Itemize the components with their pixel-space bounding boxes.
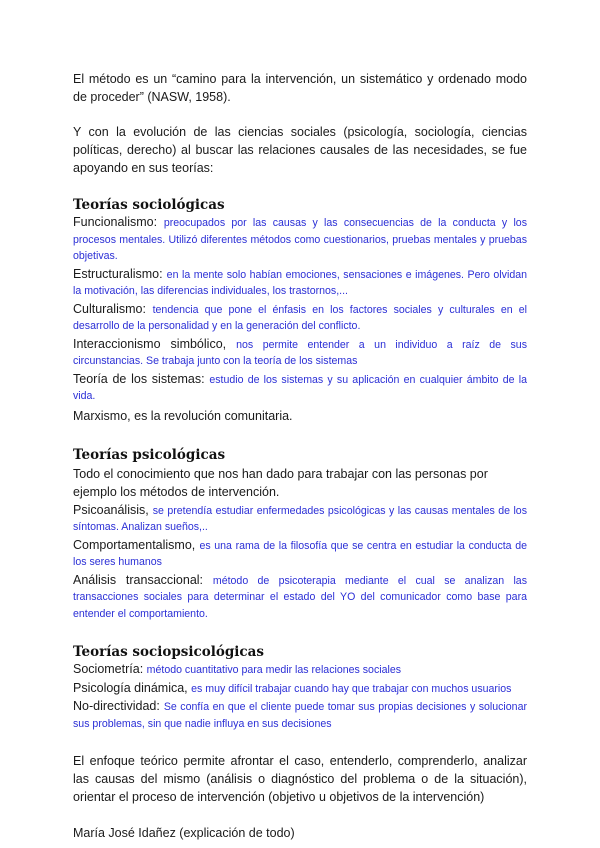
intro-paragraph-2: Y con la evolución de las ciencias sociales (psicología, sociología, ciencias políticas, derecho) al buscar las relaciones causales de las necesidades, se fue apoyando en sus teorías: bbox=[73, 125, 527, 175]
marxismo-line: Marxismo, es la revolución comunitaria. bbox=[73, 408, 293, 423]
theory-term: Teoría de los sistemas: bbox=[73, 371, 205, 386]
intro-paragraph-1: El método es un “camino para la intervención, un sistemático y ordenado modo de proceder” (NASW, 1958). bbox=[73, 72, 527, 104]
theory-definition: método de psicoterapia mediante el cual se analizan las transacciones sociales para determinar el estado del YO del comunicador como base para entender el comportamiento. bbox=[73, 574, 527, 620]
theory-entry bbox=[73, 215, 527, 265]
psicologicas-list bbox=[73, 465, 527, 623]
psicologicas-lead: Todo el conocimiento que nos han dado para trabajar con las personas por ejemplo los métodos de intervención. bbox=[73, 466, 488, 499]
theory-definition: estudio de los sistemas y su aplicación en cualquier ámbito de la vida. bbox=[73, 373, 527, 402]
theory-entry bbox=[73, 267, 527, 300]
theory-definition: es muy difícil trabajar cuando hay que trabajar con muchos usuarios bbox=[191, 682, 512, 695]
theory-entry bbox=[73, 503, 527, 536]
theory-entry bbox=[73, 372, 527, 405]
theory-definition: nos permite entender a un individuo a raíz de sus circunstancias. Se trabaja junto con la teoría de los sistemas bbox=[73, 338, 527, 367]
closing-paragraph: El enfoque teórico permite afrontar el caso, entenderlo, comprenderlo, analizar las causas del mismo (análisis o diagnóstico del problema o de la situación), orientar el proceso de intervención (objetivo u objetivos de la intervención) bbox=[73, 754, 527, 804]
theory-entry bbox=[73, 337, 527, 370]
theory-term: Psicología dinámica, bbox=[73, 680, 188, 695]
theory-term: Culturalismo: bbox=[73, 301, 146, 316]
theory-term: No-directividad: bbox=[73, 699, 160, 713]
sociopsicologicas-list bbox=[73, 662, 527, 732]
theory-definition: Se confía en que el cliente puede tomar sus propias decisiones y solucionar sus problemas, sin que nadie influya en sus decisiones bbox=[73, 701, 527, 730]
theory-term: Sociometría: bbox=[73, 662, 144, 676]
theory-definition: es una rama de la filosofía que se centra en estudiar la conducta de los seres humanos bbox=[73, 539, 527, 568]
theory-entry bbox=[73, 573, 527, 623]
section-title-psicologicas: Teorías psicológicas bbox=[73, 446, 226, 463]
theory-definition: preocupados por las causas y las consecuencias de la conducta y los procesos mentales. Utilizó diferentes métodos como cuestionarios, pruebas mentales y pruebas objetivas. bbox=[73, 217, 527, 262]
theory-entry bbox=[73, 538, 527, 571]
theory-entry bbox=[73, 302, 527, 335]
theory-entry bbox=[73, 681, 527, 698]
theory-term: Psicoanálisis, bbox=[73, 502, 149, 517]
theory-entry bbox=[73, 662, 527, 679]
sociologicas-list bbox=[73, 215, 527, 425]
theory-entry bbox=[73, 699, 527, 732]
section-title-sociopsicologicas: Teorías sociopsicológicas bbox=[73, 644, 264, 660]
theory-term: Funcionalismo: bbox=[73, 215, 158, 229]
author-line: María José Idañez (explicación de todo) bbox=[73, 826, 295, 840]
theory-definition: en la mente solo habían emociones, sensaciones e imágenes. Pero olvidan la motivación, las diferencias individuales, los trastornos,... bbox=[73, 268, 527, 297]
document-page bbox=[73, 70, 527, 842]
theory-definition: tendencia que pone el énfasis en los factores sociales y culturales en el desarrollo de la personalidad y en la generación del conflicto. bbox=[73, 303, 527, 332]
theory-term: Interaccionismo simbólico, bbox=[73, 336, 227, 351]
theory-term: Estructuralismo: bbox=[73, 266, 163, 281]
theory-definition: se pretendía estudiar enfermedades psicológicas y las causas mentales de los síntomas. Analizan sueños,.. bbox=[73, 504, 527, 533]
theory-term: Análisis transaccional: bbox=[73, 572, 204, 587]
section-title-sociologicas: Teorías sociológicas bbox=[73, 197, 225, 213]
theory-definition: método cuantitativo para medir las relaciones sociales bbox=[146, 664, 402, 676]
theory-term: Comportamentalismo, bbox=[73, 537, 196, 552]
